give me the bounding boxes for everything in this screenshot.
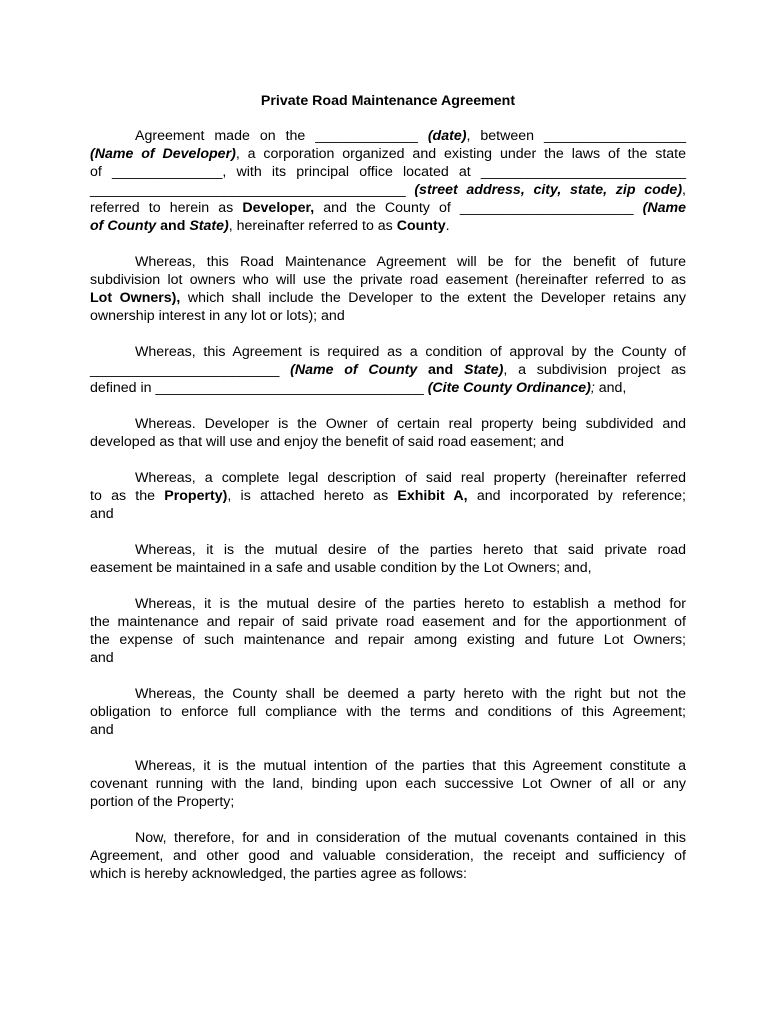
text-line (90, 829, 686, 847)
text-line (90, 289, 686, 307)
text-line (90, 757, 686, 775)
document-body (90, 127, 686, 883)
text-run: , (682, 182, 686, 198)
paragraph (90, 595, 686, 667)
text-run: (Name (642, 200, 687, 216)
text-run: and, (594, 380, 627, 396)
text-line (90, 847, 686, 865)
text-run: defined in __________________________________ (90, 380, 428, 396)
text-run: Exhibit A, (397, 488, 468, 504)
text-run: (Name of Developer) (90, 146, 236, 162)
paragraph (90, 829, 686, 883)
text-run: and the County of ______________________ (314, 200, 643, 216)
text-run: Lot Owners), (90, 290, 181, 306)
text-run: and (90, 650, 114, 666)
paragraph (90, 685, 686, 739)
text-run: covenant running with the land, binding upon each successive Lot Owner of all or any (90, 776, 686, 792)
text-line (90, 793, 686, 811)
text-run: ________________________________________ (90, 182, 415, 198)
text-run: Whereas, this Agreement is required as a condition of approval by the County of (135, 344, 686, 360)
text-line (90, 361, 686, 379)
text-run: , is attached hereto as (227, 488, 398, 504)
text-line (90, 595, 686, 613)
text-line (90, 487, 686, 505)
text-line (90, 721, 686, 739)
text-line (90, 433, 686, 451)
text-run: Whereas, the County shall be deemed a party hereto with the right but not the (135, 686, 686, 702)
text-line (90, 217, 686, 235)
text-line (90, 469, 686, 487)
text-run: of County (90, 218, 157, 234)
text-run: Whereas, this Road Maintenance Agreement will be for the benefit of future (135, 254, 686, 270)
text-run: County (396, 218, 446, 234)
text-run: the maintenance and repair of said private road easement and for the apportionment of (90, 614, 686, 630)
text-run: and (417, 362, 464, 378)
text-run: ________________________ (90, 362, 291, 378)
text-line (90, 253, 686, 271)
text-run: (Name of County (290, 362, 418, 378)
text-line (90, 181, 686, 199)
text-run: Whereas, it is the mutual desire of the parties hereto that said private road (135, 542, 686, 558)
text-run: , a subdivision project as (503, 362, 687, 378)
text-run: subdivision lot owners who will use the private road easement (hereinafter referred to as (90, 272, 686, 288)
paragraph (90, 541, 686, 577)
text-line (90, 613, 686, 631)
text-run: Now, therefore, for and in consideration of the mutual covenants contained in this (135, 830, 686, 846)
text-line (90, 343, 686, 361)
text-line (90, 505, 686, 523)
text-run: of ______________, with its principal office located at __________________________ (90, 164, 686, 180)
text-line (90, 865, 686, 883)
text-line (90, 559, 686, 577)
text-run: and (156, 218, 190, 234)
text-run: ; (590, 380, 595, 396)
text-line (90, 541, 686, 559)
text-run: developed as that will use and enjoy the benefit of said road easement; and (90, 434, 565, 450)
text-run: and (90, 722, 114, 738)
text-run: Whereas, it is the mutual intention of the parties that this Agreement constitute a (135, 758, 686, 774)
text-run: obligation to enforce full compliance with the terms and conditions of this Agreement; (90, 704, 686, 720)
text-run: Property) (164, 488, 228, 504)
text-run: , a corporation organized and existing under the laws of the state (235, 146, 686, 162)
text-line (90, 127, 686, 145)
text-run: to as the (90, 488, 165, 504)
text-line (90, 379, 686, 397)
paragraph (90, 127, 686, 235)
text-run: which shall include the Developer to the extent the Developer retains any (180, 290, 686, 306)
text-run: ownership interest in any lot or lots); and (90, 308, 345, 324)
text-run: and (90, 506, 114, 522)
text-line (90, 631, 686, 649)
paragraph (90, 757, 686, 811)
paragraph (90, 415, 686, 451)
text-run: (date) (427, 128, 467, 144)
text-run: Agreement, and other good and valuable consideration, the receipt and sufficiency of (90, 848, 686, 864)
text-run: Whereas. Developer is the Owner of certain real property being subdivided and (135, 416, 686, 432)
text-run: (Cite County Ordinance) (427, 380, 591, 396)
text-run: Whereas, a complete legal description of said real property (hereinafter referred (135, 470, 686, 486)
paragraph (90, 343, 686, 397)
text-run: , between __________________ (466, 128, 686, 144)
text-run: Whereas, it is the mutual desire of the parties hereto to establish a method for (135, 596, 686, 612)
text-run: . (445, 218, 450, 234)
text-line (90, 775, 686, 793)
text-run: Developer, (242, 200, 315, 216)
text-line (90, 703, 686, 721)
text-line (90, 307, 686, 325)
text-run: and incorporated by reference; (467, 488, 686, 504)
text-run: the expense of such maintenance and repair among existing and future Lot Owners; (90, 632, 686, 648)
text-run: State) (189, 218, 229, 234)
text-line (90, 199, 686, 217)
text-run: which is hereby acknowledged, the parties agree as follows: (90, 866, 467, 882)
text-line (90, 415, 686, 433)
text-line (90, 271, 686, 289)
text-run: easement be maintained in a safe and usable condition by the Lot Owners; and, (90, 560, 592, 576)
text-run: portion of the Property; (90, 794, 235, 810)
text-run: Agreement made on the _____________ (135, 128, 428, 144)
document-page (90, 92, 686, 901)
text-line (90, 163, 686, 181)
text-run: State) (463, 362, 504, 378)
text-line (90, 649, 686, 667)
text-line (90, 685, 686, 703)
text-run: referred to herein as (90, 200, 243, 216)
document-title: Private Road Maintenance Agreement (260, 93, 516, 109)
paragraph (90, 253, 686, 325)
paragraph (90, 469, 686, 523)
text-run: (street address, city, state, zip code) (414, 182, 683, 198)
text-line (90, 145, 686, 163)
text-run: , hereinafter referred to as (228, 218, 397, 234)
